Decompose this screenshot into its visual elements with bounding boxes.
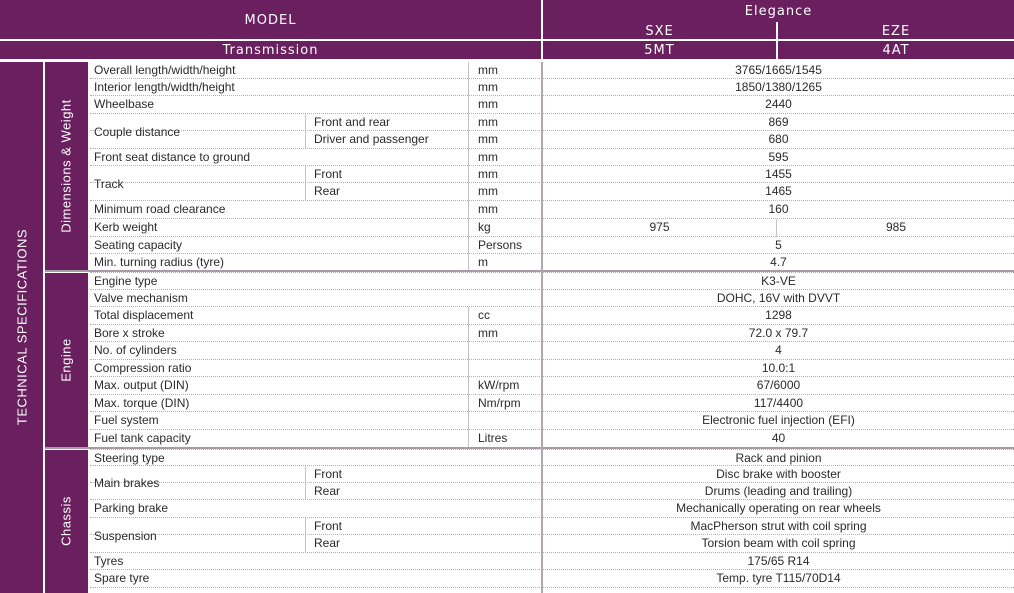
chassis-label: Chassis <box>58 496 74 546</box>
spec-value: 4.7 <box>770 255 787 269</box>
spec-sub-label: Front <box>314 467 343 481</box>
spec-label: Parking brake <box>94 501 169 515</box>
transmission-header: Transmission <box>0 40 541 60</box>
model-header: MODEL <box>0 0 541 40</box>
spec-value: 869 <box>768 115 789 129</box>
spec-value: 5 <box>775 238 782 252</box>
spec-label: Suspension <box>94 529 157 543</box>
spec-label: Minimum road clearance <box>94 202 226 216</box>
spec-unit: kW/rpm <box>478 378 520 392</box>
spec-value: 1465 <box>765 184 792 198</box>
spec-sub-label: Front <box>314 167 343 181</box>
spec-value: Drums (leading and trailing) <box>704 484 853 498</box>
spec-unit: mm <box>478 115 498 129</box>
variant-eze-header: EZE <box>778 22 1014 40</box>
spec-unit: mm <box>478 167 498 181</box>
unit-column-rule <box>468 62 469 270</box>
spec-label: Min. turning radius (tyre) <box>94 255 225 269</box>
spec-unit: Nm/rpm <box>478 396 521 410</box>
header-column-divider <box>541 0 543 60</box>
spec-label: Bore x stroke <box>94 326 165 340</box>
variant-column-rule <box>776 219 777 237</box>
engine-label: Engine <box>58 338 74 382</box>
sub-column-rule <box>305 166 306 200</box>
spec-label: Front seat distance to ground <box>94 150 251 164</box>
sub-column-rule <box>305 114 306 148</box>
spec-sub-label: Rear <box>314 484 341 498</box>
spec-label: Total displacement <box>94 308 194 322</box>
spec-value: 67/6000 <box>756 378 801 392</box>
spec-label: Couple distance <box>94 125 181 139</box>
spec-value: K3-VE <box>761 274 796 288</box>
spec-label: Engine type <box>94 274 158 288</box>
spec-value: 1298 <box>765 308 792 322</box>
transmission-5mt: 5MT <box>543 40 776 60</box>
spec-value-sxe: 975 <box>649 220 670 234</box>
spec-value: 3765/1665/1545 <box>735 63 822 77</box>
spec-value: DOHC, 16V with DVVT <box>716 291 841 305</box>
spec-value: 1455 <box>765 167 792 181</box>
spec-label: Spare tyre <box>94 571 150 585</box>
header-divider <box>0 39 1014 41</box>
spec-label: Max. output (DIN) <box>94 378 189 392</box>
spec-unit: mm <box>478 132 498 146</box>
spec-unit: Litres <box>478 431 508 445</box>
spec-label: Fuel system <box>94 413 159 427</box>
spec-value: Disc brake with booster <box>716 467 841 481</box>
spec-label: Main brakes <box>94 476 160 490</box>
spec-unit: mm <box>478 80 498 94</box>
spec-value: 40 <box>771 431 786 445</box>
spec-value: 117/4400 <box>753 396 804 410</box>
spec-label: Overall length/width/height <box>94 63 236 77</box>
spec-value: Rack and pinion <box>735 451 822 465</box>
tech-spec-label: TECHNICAL SPECIFICATIONS <box>14 228 30 426</box>
sub-column-rule <box>305 466 306 500</box>
spec-value: 595 <box>768 150 789 164</box>
spec-value: 160 <box>768 202 789 216</box>
spec-value: 72.0 x 79.7 <box>748 326 809 340</box>
spec-value: Mechanically operating on rear wheels <box>676 501 881 515</box>
spec-value: Electronic fuel injection (EFI) <box>702 413 855 427</box>
spec-unit: mm <box>478 63 498 77</box>
row-rule <box>90 587 1014 588</box>
spec-unit: mm <box>478 202 498 216</box>
spec-label: Valve mechanism <box>94 291 188 305</box>
spec-label: Kerb weight <box>94 220 158 234</box>
spec-value: 4 <box>775 343 782 357</box>
spec-unit: Persons <box>478 238 523 252</box>
spec-sub-label: Driver and passenger <box>314 132 429 146</box>
spec-unit: kg <box>478 220 491 234</box>
spec-sub-label: Rear <box>314 536 341 550</box>
spec-value: 1850/1380/1265 <box>735 80 822 94</box>
spec-sub-label: Front and rear <box>314 115 391 129</box>
spec-unit: mm <box>478 184 498 198</box>
variant-sxe-header: SXE <box>543 22 776 40</box>
unit-column-rule <box>468 307 469 447</box>
spec-value: 2440 <box>765 97 792 111</box>
spec-sub-label: Front <box>314 519 343 533</box>
spec-sub-label: Rear <box>314 184 341 198</box>
spec-label: Steering type <box>94 451 165 465</box>
spec-label: No. of cylinders <box>94 343 177 357</box>
spec-value: MacPherson strut with coil spring <box>690 519 867 533</box>
spec-unit: mm <box>478 150 498 164</box>
spec-value: Temp. tyre T115/70D14 <box>716 571 841 585</box>
spec-value-eze: 985 <box>885 220 907 234</box>
spec-label: Compression ratio <box>94 361 192 375</box>
transmission-4at: 4AT <box>778 40 1014 60</box>
spec-value: 10.0:1 <box>761 361 796 375</box>
spec-label: Max. torque (DIN) <box>94 396 190 410</box>
spec-unit: cc <box>478 308 490 322</box>
spec-label: Seating capacity <box>94 238 183 252</box>
spec-value: Torsion beam with coil spring <box>701 536 856 550</box>
spec-label: Track <box>94 177 124 191</box>
dimensions-label: Dimensions & Weight <box>58 99 74 233</box>
spec-label: Fuel tank capacity <box>94 431 191 445</box>
sub-column-rule <box>305 518 306 552</box>
spec-label: Interior length/width/height <box>94 80 235 94</box>
spec-unit: mm <box>478 326 498 340</box>
spec-label: Tyres <box>94 554 124 568</box>
spec-value: 175/65 R14 <box>747 554 810 568</box>
spec-value: 680 <box>768 132 789 146</box>
elegance-header: Elegance <box>543 0 1014 22</box>
spec-unit: mm <box>478 97 498 111</box>
spec-unit: m <box>478 255 488 269</box>
spec-label: Wheelbase <box>94 97 155 111</box>
